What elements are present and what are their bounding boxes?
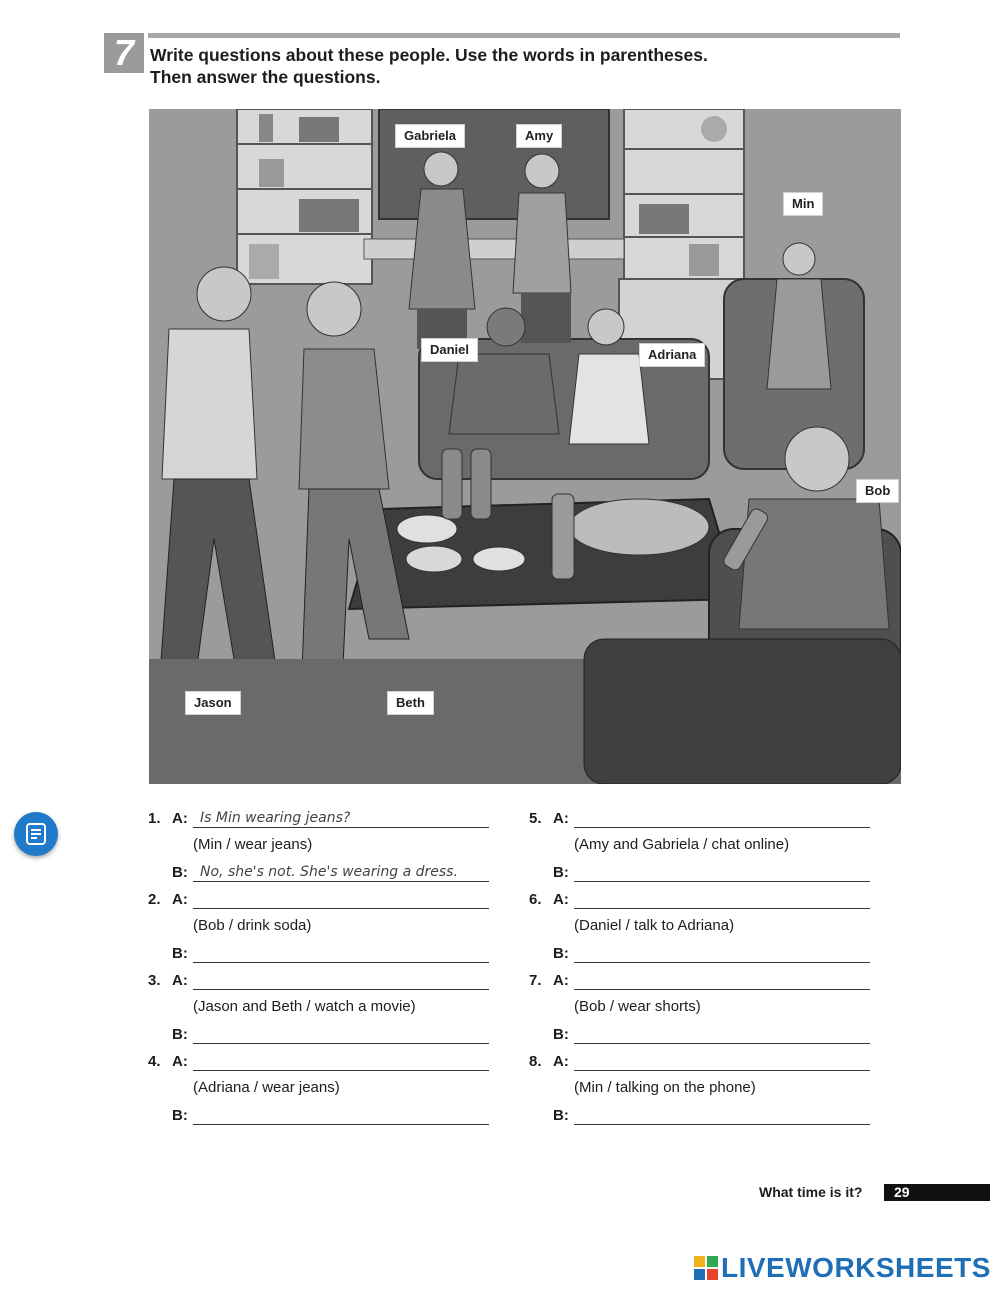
exercise-number: 8. <box>529 1053 542 1070</box>
liveworksheets-logo-icon <box>694 1256 718 1280</box>
name-tag-adriana: Adriana <box>639 343 705 367</box>
instructions <box>150 44 708 88</box>
hint: (Jason and Beth / watch a movie) <box>193 998 416 1015</box>
exercise-number: 5. <box>529 810 542 827</box>
a-label: A: <box>172 1053 188 1070</box>
exercise-number: 4. <box>148 1053 161 1070</box>
exercise-number-badge: 7 <box>104 33 144 73</box>
answer-b-input[interactable] <box>574 881 870 882</box>
party-illustration <box>149 109 901 784</box>
exercise-number: 7. <box>529 972 542 989</box>
a-label: A: <box>172 972 188 989</box>
exercise-7 <box>529 972 874 1052</box>
answer-b-input[interactable]: No, she's not. She's wearing a dress. <box>200 864 458 880</box>
exercise-8 <box>529 1053 874 1133</box>
b-label: B: <box>172 864 188 881</box>
exercise-5 <box>529 810 874 890</box>
answer-a-input[interactable] <box>574 827 870 828</box>
answer-b-input[interactable] <box>574 1124 870 1125</box>
exercise-3 <box>148 972 493 1052</box>
name-tag-amy: Amy <box>516 124 562 148</box>
exercise-number: 2. <box>148 891 161 908</box>
b-label: B: <box>553 1026 569 1043</box>
instruction-line-2: Then answer the questions. <box>150 67 381 87</box>
exercise-2 <box>148 891 493 971</box>
notes-icon <box>24 822 48 846</box>
section-title: What time is it? <box>759 1184 863 1200</box>
b-label: B: <box>553 1107 569 1124</box>
hint: (Bob / drink soda) <box>193 917 312 934</box>
hint: (Bob / wear shorts) <box>574 998 701 1015</box>
answer-b-line <box>193 881 489 882</box>
a-label: A: <box>553 810 569 827</box>
name-tag-bob: Bob <box>856 479 899 503</box>
hint: (Daniel / talk to Adriana) <box>574 917 735 934</box>
hint: (Min / wear jeans) <box>193 836 313 853</box>
a-label: A: <box>553 1053 569 1070</box>
exercise-1 <box>148 810 493 890</box>
answer-b-input[interactable] <box>574 1043 870 1044</box>
b-label: B: <box>172 945 188 962</box>
exercise-number: 6. <box>529 891 542 908</box>
exercise-number: 3. <box>148 972 161 989</box>
answer-a-input[interactable] <box>193 1070 489 1071</box>
brand-name: LIVEWORKSHEETS <box>721 1252 991 1283</box>
name-tag-beth: Beth <box>387 691 434 715</box>
name-tag-jason: Jason <box>185 691 241 715</box>
answer-a-input[interactable] <box>574 989 870 990</box>
answer-a-line <box>193 827 489 828</box>
answer-a-input[interactable] <box>193 908 489 909</box>
answer-a-input[interactable]: Is Min wearing jeans? <box>200 810 351 826</box>
exercise-4 <box>148 1053 493 1133</box>
answer-a-input[interactable] <box>574 1070 870 1071</box>
a-label: A: <box>172 810 188 827</box>
page-number: 29 <box>884 1184 990 1201</box>
name-tag-gabriela: Gabriela <box>395 124 465 148</box>
answer-b-input[interactable] <box>193 962 489 963</box>
a-label: A: <box>553 891 569 908</box>
name-tag-min: Min <box>783 192 823 216</box>
b-label: B: <box>172 1026 188 1043</box>
answer-b-input[interactable] <box>193 1043 489 1044</box>
instruction-line-1: Write questions about these people. Use the words in parentheses. <box>150 45 708 65</box>
b-label: B: <box>553 864 569 881</box>
name-tag-daniel: Daniel <box>421 338 478 362</box>
answer-b-input[interactable] <box>574 962 870 963</box>
answer-a-input[interactable] <box>193 989 489 990</box>
b-label: B: <box>172 1107 188 1124</box>
hint: (Adriana / wear jeans) <box>193 1079 340 1096</box>
a-label: A: <box>172 891 188 908</box>
exercise-number: 1. <box>148 810 161 827</box>
notes-button[interactable] <box>14 812 58 856</box>
hint: (Min / talking on the phone) <box>574 1079 756 1096</box>
top-rule <box>148 33 900 38</box>
hint: (Amy and Gabriela / chat online) <box>574 836 790 853</box>
b-label: B: <box>553 945 569 962</box>
liveworksheets-brand[interactable] <box>694 1252 991 1284</box>
exercise-6 <box>529 891 874 971</box>
a-label: A: <box>553 972 569 989</box>
answer-a-input[interactable] <box>574 908 870 909</box>
answer-b-input[interactable] <box>193 1124 489 1125</box>
